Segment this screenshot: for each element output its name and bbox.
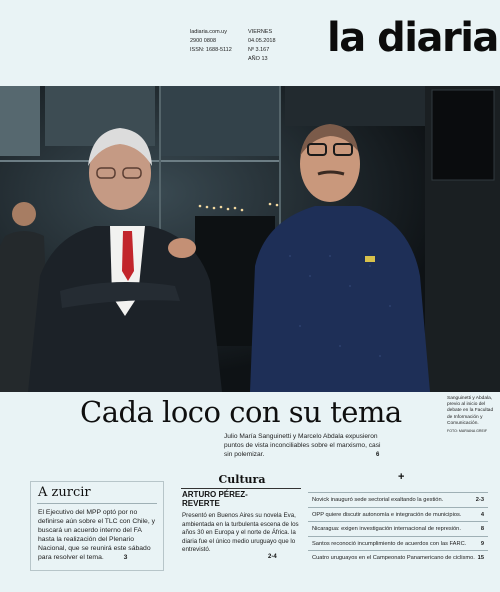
masthead [0,0,500,86]
issue-number: Nº 3.167 [248,47,270,53]
issn-text: ISSN: 1688-5112 [190,47,232,53]
cover-photo [0,86,500,392]
brief-page: 9 [480,540,484,547]
azurcir-text [38,508,160,562]
brief-page: 8 [480,526,484,532]
publication-contact [190,28,232,55]
divider [181,488,301,489]
briefs-list [308,492,488,565]
newspaper-logo: la diaria [327,15,498,61]
cultura-headline[interactable]: ARTURO PÉREZ-REVERTE [182,490,248,508]
date-text: 04.05.2018 [248,38,276,44]
list-item[interactable] [308,521,488,536]
photo-caption [447,396,499,434]
brief-text: Nicaragua: exigen investigación internacional de represión. [312,526,461,532]
cultura-text: Presentó en Buenos Aires su novela Eva, ambientada en la turbulenta escena de los años 30 en Europa y el norte de África. la diaria fue el único medio uruguayo que lo entrevistó. [182,512,299,553]
azurcir-title: A zurcir [38,485,91,500]
year-text: AÑO 13 [248,56,268,62]
cover-photo-illustration [0,86,500,392]
more-news-plus-icon: + [398,471,405,483]
brief-text: OPP quiere discutir autonomía e integración de municipios. [312,511,462,518]
issue-info [248,28,276,64]
website-text[interactable]: ladiaria.com.uy [190,29,227,35]
brief-page: 15 [477,555,484,561]
phone-text: 2900 0808 [190,38,216,44]
list-item[interactable] [308,550,488,565]
lead-headline[interactable]: Cada loco con su tema [80,395,402,429]
list-item[interactable] [308,492,488,507]
lead-page-number: 6 [376,452,380,458]
azurcir-page-number: 3 [123,554,128,561]
weekday-text: VIERNES [248,29,273,35]
brief-text: Santos reconoció incumplimiento de acuerdos con las FARC. [312,540,467,547]
cultura-page-number: 2-4 [268,554,277,560]
cultura-section-title: Cultura [218,473,266,486]
list-item[interactable] [308,507,488,522]
photo-credit: FOTO: MARIANA GREIF [447,429,488,434]
caption-text: Sanguinetti y Abdala, previo al inicio del debate en la Facultad de Información y Comunicación. [447,396,494,426]
azurcir-card[interactable] [30,481,164,571]
brief-text: Novick inauguró sede sectorial exaltando la gestión. [312,497,444,503]
divider [37,503,157,504]
brief-text: Cuatro uruguayos en el Campeonato Panamericano de ciclismo. [312,555,475,561]
azurcir-body: El Ejecutivo del MPP optó por no definirse aún sobre el TLC con Chile, y buscará un acuerdo interno del FA hasta la realización del Plenario Nacional, que se reunirá este sábado para resolver el tema. [38,509,155,561]
lead-deck: Julio María Sanguinetti y Marcelo Abdala expusieron puntos de vista inconciliables sobre el marxismo, casi sin polemizar. [224,433,381,458]
brief-page: 4 [480,511,484,518]
list-item[interactable] [308,536,488,551]
brief-page: 2-3 [475,497,484,503]
